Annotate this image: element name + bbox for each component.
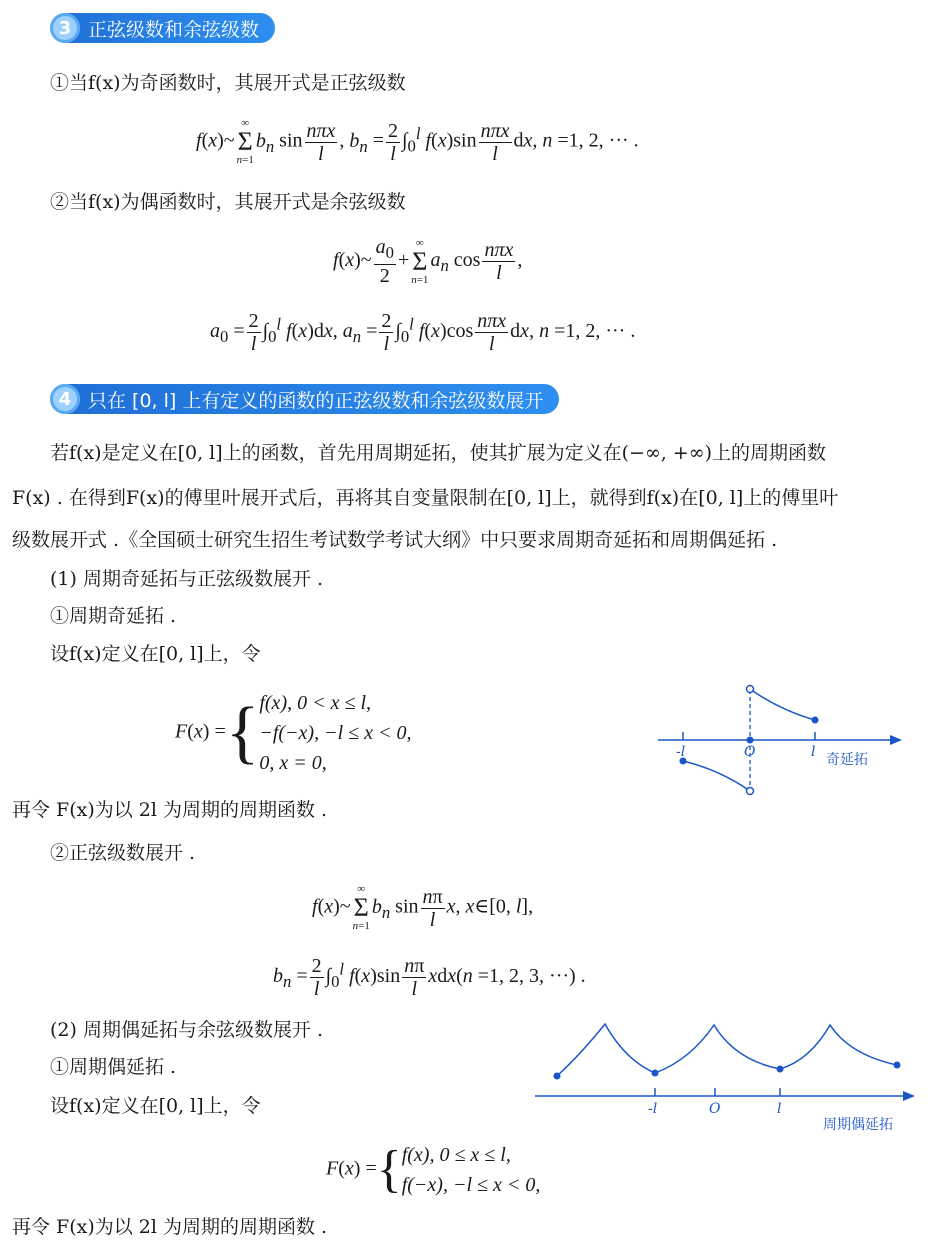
open-point bbox=[747, 686, 754, 693]
step-label: ②正弦级数展开 . bbox=[50, 842, 196, 864]
periodic-curve bbox=[557, 1024, 897, 1076]
axis-arrow-icon bbox=[890, 735, 902, 745]
even-function-intro: ②当f(x)为偶函数时，其展开式是余弦级数 bbox=[50, 191, 406, 213]
step-label: ①周期奇延拓 . bbox=[50, 605, 177, 627]
section-3-header bbox=[50, 13, 275, 43]
odd-extension-definition: F(x) ={ f(x), 0 < x ≤ l, −f(−x), −l ≤ x < 0, 0, x = 0, bbox=[175, 688, 412, 778]
sine-expansion-formula: f(x)~ ∞ Σ n=1 $b_n$ sin $\frac{n\pi}{l}$ x, x∈[0, l], bbox=[312, 883, 534, 932]
paragraph-line: 级数展开式 .《全国硕士研究生招生考试数学考试大纲》中只要求周期奇延拓和周期偶延拓 . bbox=[12, 529, 778, 551]
closed-point bbox=[812, 717, 819, 724]
period-statement: 再令 F(x)为以 2l 为周期的周期函数 . bbox=[12, 799, 328, 821]
piece-line: f(x), 0 < x ≤ l, bbox=[259, 692, 372, 714]
cosine-series-formula: f(x)~ $\frac{a_0}{2}$ + ∞ Σ n=1 $a_n$ cos $\frac{\text{nπx}}{l}$ , bbox=[333, 236, 523, 287]
plot-caption: 奇延拓 bbox=[826, 752, 868, 768]
paragraph-line: F(x) . 在得到F(x)的傅里叶展开式后，再将其自变量限制在[0, l]上，就得到f(x)在[0, l]上的傅里叶 bbox=[12, 487, 839, 509]
subsection-heading: (1) 周期奇延拓与正弦级数展开 . bbox=[50, 568, 324, 590]
definition-text: 设f(x)定义在[0, l]上，令 bbox=[50, 1095, 261, 1117]
section-number: 3 bbox=[50, 13, 80, 43]
closed-point bbox=[894, 1062, 901, 1069]
fourier-coefficients-formula: $a_0$ = $\frac{2}{l}$ $\int_0^l$ f(x)dx, $a_n$ = $\frac{2}{l}$ $\int_0^l$ f(x)cos $\frac{\text{nπx}}{l}$ dx, n =1, 2, ··· . bbox=[210, 310, 636, 355]
piece-line: −f(−x), −l ≤ x < 0, bbox=[259, 722, 412, 744]
odd-function-intro: ①当f(x)为奇函数时，其展开式是正弦级数 bbox=[50, 72, 406, 94]
piece-line: f(−x), −l ≤ x < 0, bbox=[401, 1174, 541, 1196]
section-4-header bbox=[50, 384, 559, 414]
even-extension-plot bbox=[530, 1015, 930, 1140]
label-neg-l: -l bbox=[676, 744, 686, 760]
curve-left bbox=[683, 761, 750, 791]
section-title: 只在 [0, l] 上有定义的函数的正弦级数和余弦级数展开 bbox=[88, 389, 544, 412]
even-extension-definition: F(x) ={ f(x), 0 ≤ x ≤ l, f(−x), −l ≤ x < 0, bbox=[326, 1141, 541, 1198]
closed-point bbox=[554, 1073, 561, 1080]
bn-formula: $b_n$ = $\frac{2}{l}$ $\int_0^l$ f(x)sin $\frac{n\pi}{l}$ xdx(n =1, 2, 3, ···) . bbox=[273, 955, 586, 1000]
origin-point bbox=[747, 737, 754, 744]
label-l: l bbox=[777, 1101, 782, 1117]
label-origin: O bbox=[709, 1101, 721, 1117]
period-statement: 再令 F(x)为以 2l 为周期的周期函数 . bbox=[12, 1216, 328, 1238]
piece-line: 0, x = 0, bbox=[259, 752, 327, 774]
step-label: ①周期偶延拓 . bbox=[50, 1056, 177, 1078]
plot-caption: 周期偶延拓 bbox=[823, 1117, 893, 1133]
definition-text: 设f(x)定义在[0, l]上，令 bbox=[50, 643, 261, 665]
closed-point bbox=[777, 1066, 784, 1073]
closed-point bbox=[652, 1070, 659, 1077]
piece-line: f(x), 0 ≤ x ≤ l, bbox=[401, 1144, 511, 1166]
subsection-heading: (2) 周期偶延拓与余弦级数展开 . bbox=[50, 1019, 324, 1041]
label-l: l bbox=[811, 744, 816, 760]
odd-extension-plot bbox=[650, 680, 910, 800]
paragraph-line: 若f(x)是定义在[0, l]上的函数，首先用周期延拓，使其扩展为定义在(−∞, +∞)上的周期函数 bbox=[50, 442, 827, 464]
sine-series-formula: f(x)~ ∞ Σ n=1 $b_n$ sin $\frac{\text{nπx}}{l}$ , $b_n$ = $\frac{2}{l}$ $\int_0^l$ f(x)sin $\frac{\text{nπx}}{l}$ dx, n =1, 2, ··· . bbox=[196, 117, 639, 166]
curve-right bbox=[750, 689, 815, 720]
section-number: 4 bbox=[50, 384, 80, 414]
axis-arrow-icon bbox=[903, 1091, 915, 1101]
section-title: 正弦级数和余弦级数 bbox=[88, 18, 260, 41]
label-neg-l: -l bbox=[648, 1101, 658, 1117]
label-origin: O bbox=[744, 744, 756, 760]
open-point bbox=[747, 788, 754, 795]
